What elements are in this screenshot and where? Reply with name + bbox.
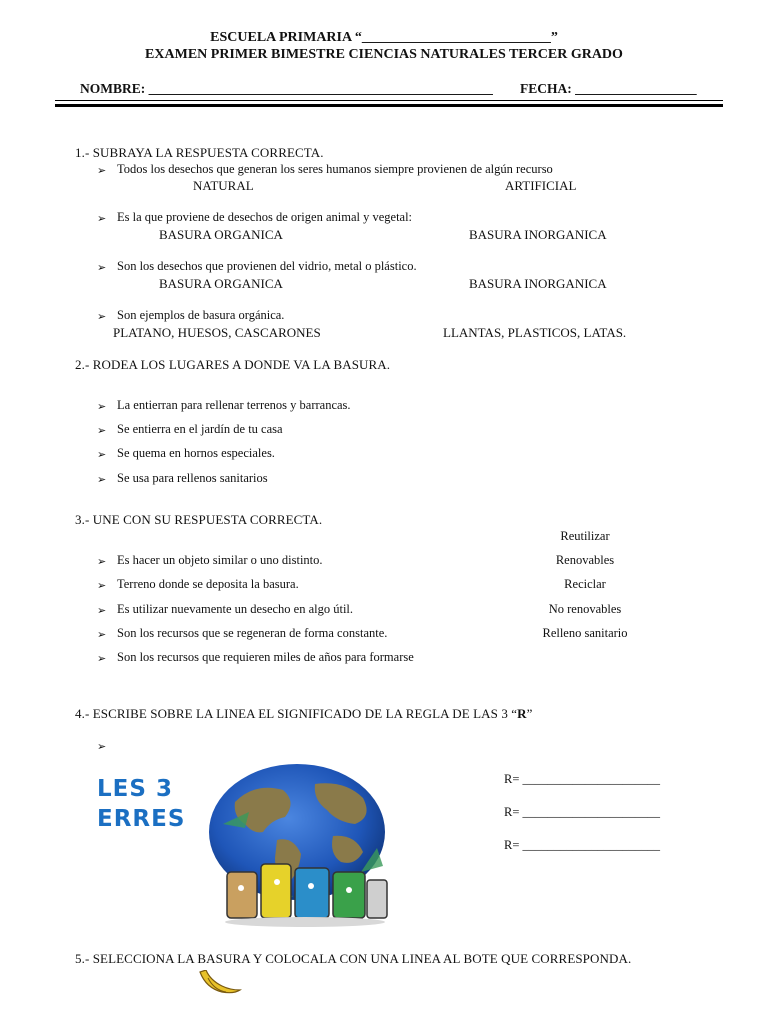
banana-peel-illustration [196,970,244,996]
s3-answer-2: Renovables [555,553,615,567]
name-field: NOMBRE: ___________________________________________________ [80,81,493,96]
s1-question-1: Todos los desechos que generan los seres humanos siempre provienen de algún recurso [117,162,553,176]
s2-item-4: Se usa para rellenos sanitarios [117,471,268,485]
s3-item-3: Es utilizar nuevamente un desecho en algo útil. [117,602,354,616]
bullet-icon: ➢ [97,474,107,486]
section-5-title: 5.- SELECCIONA LA BASURA Y COLOCALA CON UNA LINEA AL BOTE QUE CORRESPONDA. [75,951,632,966]
s1-q3-option-a: BASURA ORGANICA [159,276,283,291]
section-2-title: 2.- RODEA LOS LUGARES A DONDE VA LA BASURA. [75,357,391,372]
section-3-title: 3.- UNE CON SU RESPUESTA CORRECTA. [75,512,323,527]
bullet-icon: ➢ [97,449,107,461]
bullet-icon: ➢ [97,401,107,413]
school-name-line: ESCUELA PRIMARIA “___________________________” [210,30,558,45]
r-answer-line-1: R= ______________________ [504,772,661,786]
s1-q1-option-a: NATURAL [193,178,254,193]
bullet-icon: ➢ [97,165,107,177]
s3-answer-4: No renovables [548,602,622,616]
bullet-icon: ➢ [97,580,107,592]
s2-item-2: Se entierra en el jardín de tu casa [117,422,283,436]
s1-question-2: Es la que proviene de desechos de origen animal y vegetal: [117,210,413,224]
s1-q1-option-b: ARTIFICIAL [505,178,577,193]
r-answer-line-3: R= ______________________ [504,838,661,852]
s3-item-1: Es hacer un objeto similar o uno distinto. [117,553,323,567]
bullet-icon: ➢ [97,311,107,323]
header-rule-thick [55,104,723,107]
bullet-icon: ➢ [97,556,107,568]
s1-q2-option-a: BASURA ORGANICA [159,227,283,242]
s1-question-4: Son ejemplos de basura orgánica. [117,308,285,322]
section-1-title: 1.- SUBRAYA LA RESPUESTA CORRECTA. [75,145,324,160]
s2-item-3: Se quema en hornos especiales. [117,446,275,460]
s3-item-2: Terreno donde se deposita la basura. [117,577,299,591]
s1-question-3: Son los desechos que provienen del vidrio, metal o plástico. [117,259,417,273]
bullet-icon: ➢ [97,653,107,665]
bullet-icon: ➢ [97,425,107,437]
three-r-logo-text: LES 3 ERRES [97,776,186,832]
s3-item-5: Son los recursos que requieren miles de años para formarse [117,650,414,664]
s1-q4-option-a: PLATANO, HUESOS, CASCARONES [113,325,321,340]
header-rule-thin [55,100,723,101]
s3-answer-3: Reciclar [564,577,606,591]
recycling-globe-illustration [205,762,393,932]
exam-title: EXAMEN PRIMER BIMESTRE CIENCIAS NATURALES TERCER GRADO [145,47,623,62]
bullet-icon: ➢ [97,605,107,617]
s1-q2-option-b: BASURA INORGANICA [469,227,607,242]
date-field: FECHA: __________________ [520,81,697,96]
s3-answer-1: Reutilizar [560,529,610,543]
s3-answer-5: Relleno sanitario [542,626,628,640]
s3-item-4: Son los recursos que se regeneran de forma constante. [117,626,388,640]
bullet-icon: ➢ [97,262,107,274]
s1-q3-option-b: BASURA INORGANICA [469,276,607,291]
s1-q4-option-b: LLANTAS, PLASTICOS, LATAS. [443,325,627,340]
bullet-icon: ➢ [97,741,107,753]
r-answer-line-2: R= ______________________ [504,805,661,819]
section-4-title: 4.- ESCRIBE SOBRE LA LINEA EL SIGNIFICADO DE LA REGLA DE LAS 3 “R” [75,706,533,721]
bullet-icon: ➢ [97,629,107,641]
s2-item-1: La entierran para rellenar terrenos y barrancas. [117,398,351,412]
bullet-icon: ➢ [97,213,107,225]
